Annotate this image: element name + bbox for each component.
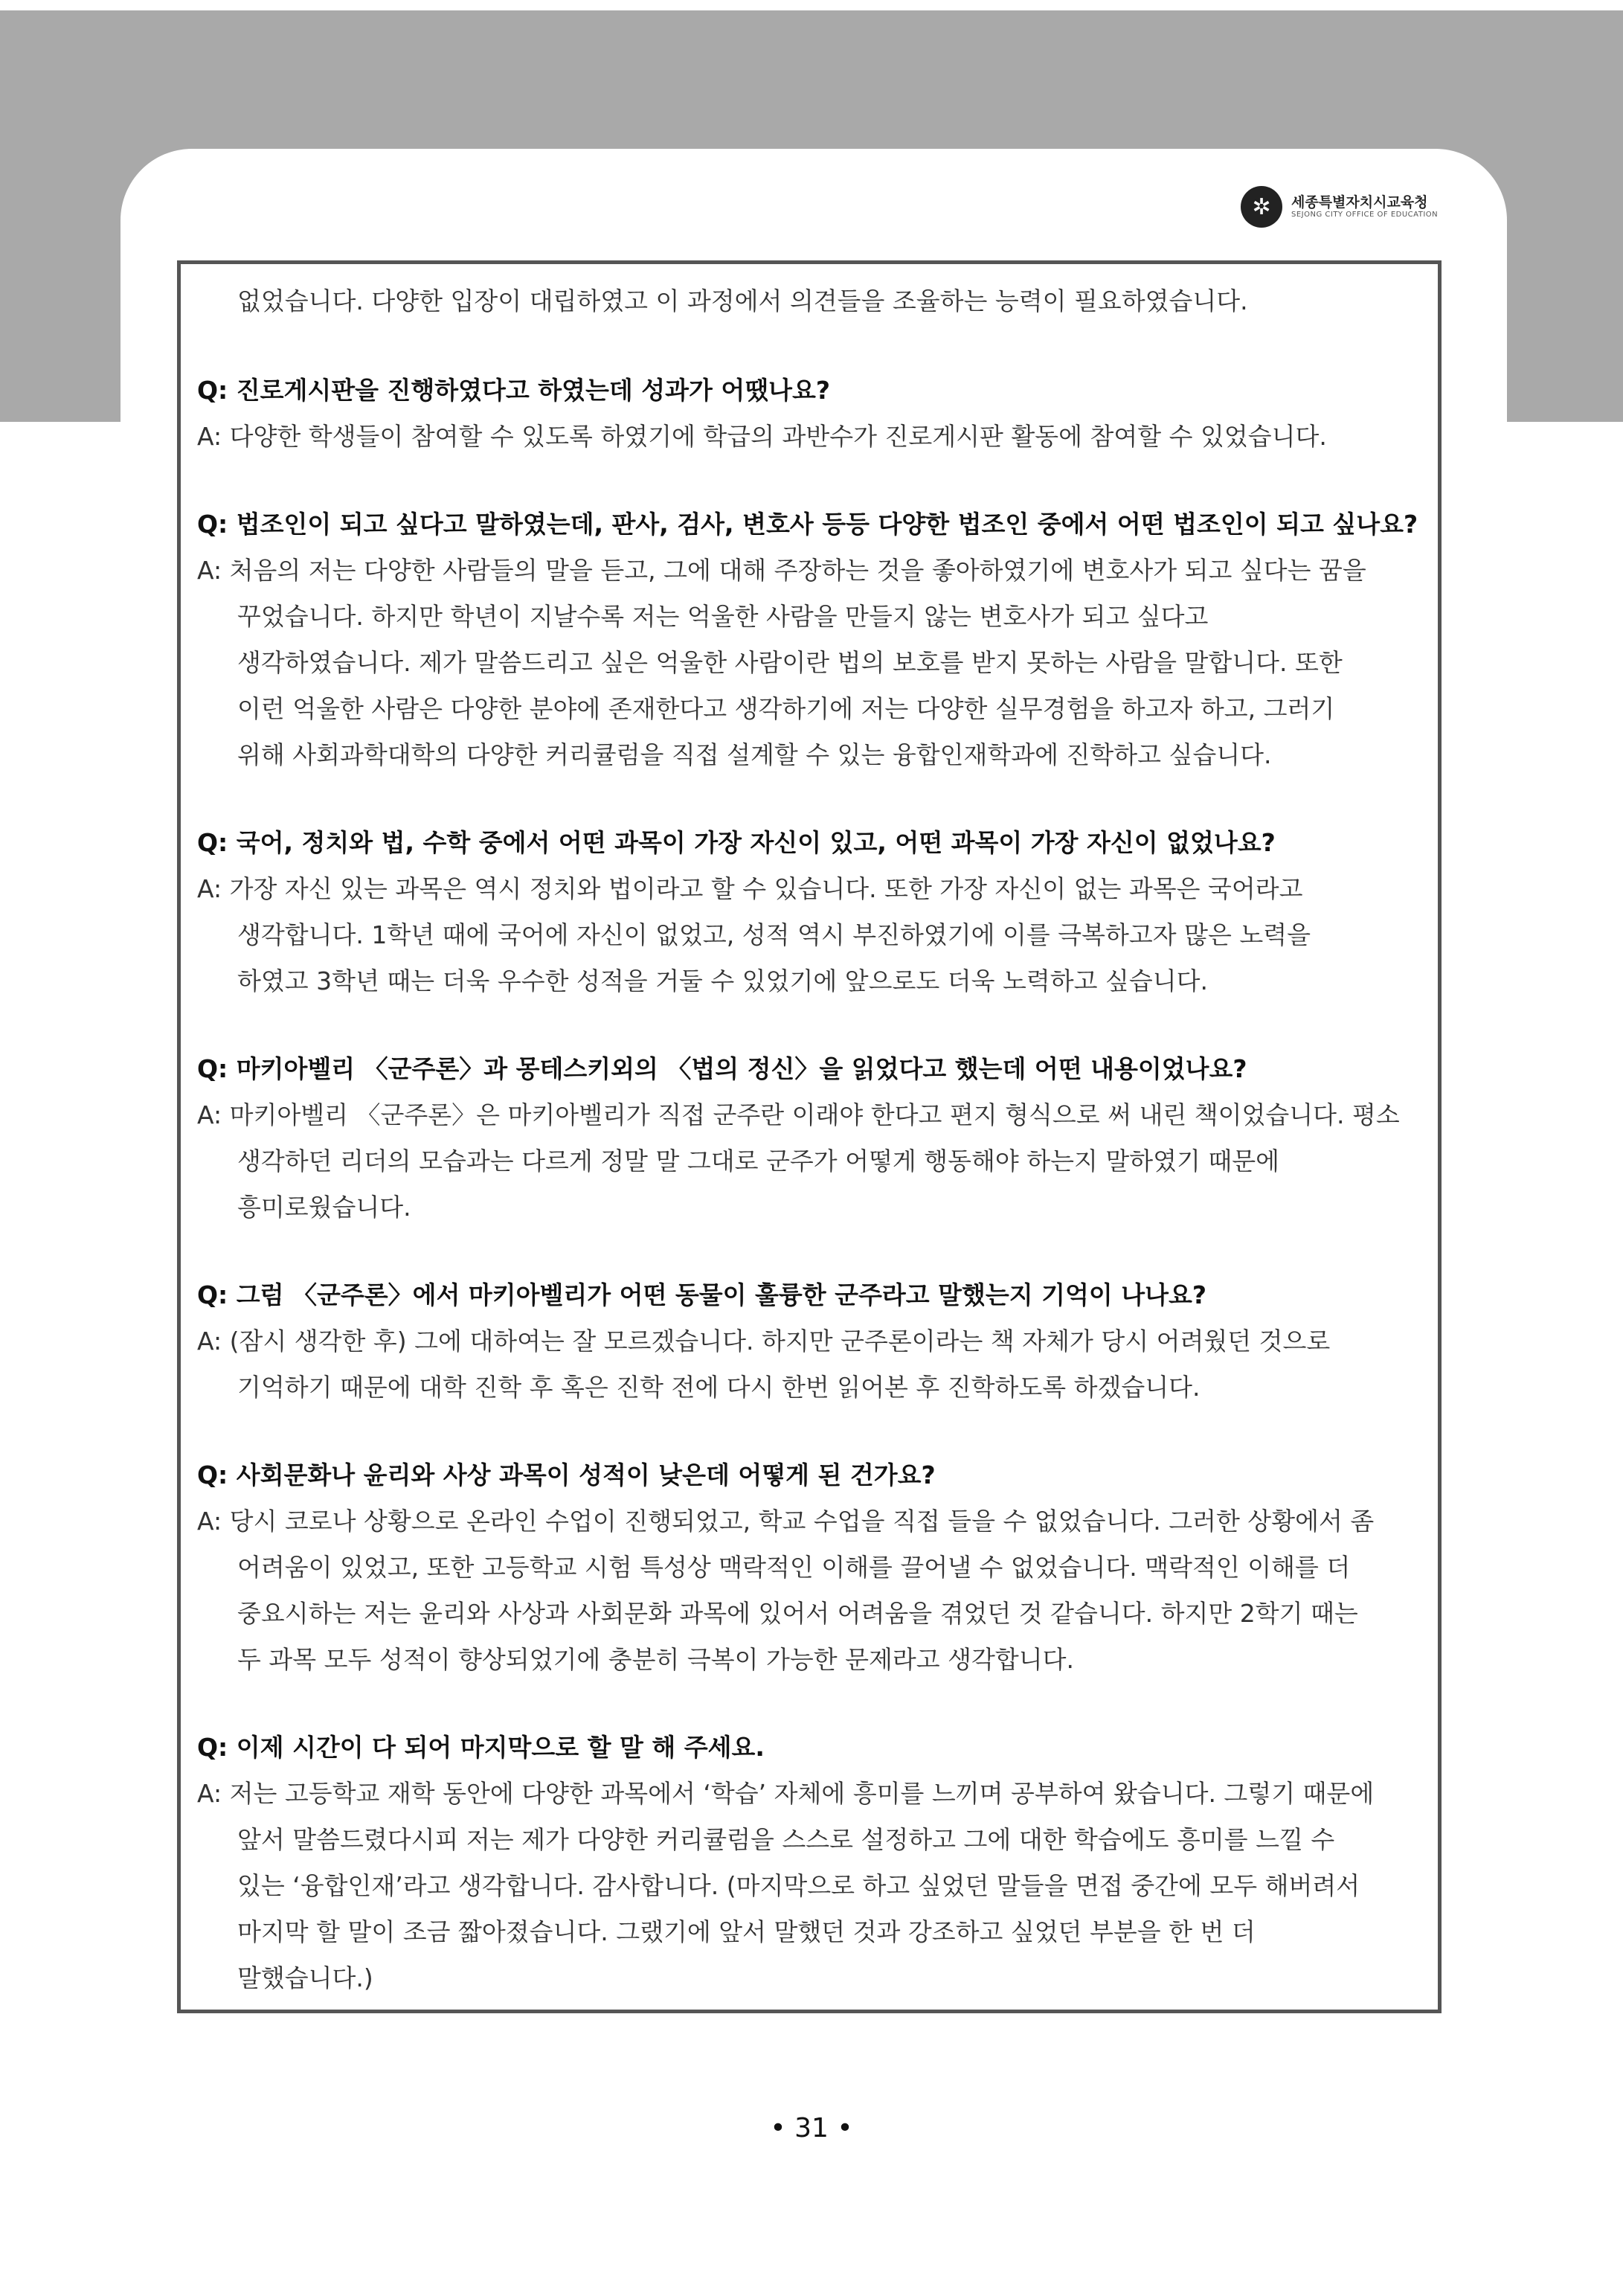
question-line: Q: 국어, 정치와 법, 수학 중에서 어떤 과목이 가장 자신이 있고, 어떤 과목이 가장 자신이 없었나요? (197, 828, 1276, 857)
continuation-line: 하였고 3학년 때는 더욱 우수한 성적을 거둘 수 있었기에 앞으로도 더욱 노력하고 싶습니다. (237, 966, 1208, 995)
question-line: Q: 그럼 〈군주론〉에서 마키아벨리가 어떤 동물이 훌륭한 군주라고 말했는지 기억이 나나요? (197, 1280, 1207, 1309)
continuation-line: 꾸었습니다. 하지만 학년이 지날수록 저는 억울한 사람을 만들지 않는 변호사가 되고 싶다고 (237, 602, 1209, 631)
continuation-line: 없었습니다. 다양한 입장이 대립하였고 이 과정에서 의견들을 조율하는 능력이 필요하였습니다. (237, 286, 1248, 315)
question-line: Q: 이제 시간이 다 되어 마지막으로 할 말 해 주세요. (197, 1733, 765, 1762)
continuation-line: 두 과목 모두 성적이 향상되었기에 충분히 극복이 가능한 문제라고 생각합니다. (237, 1645, 1074, 1674)
answer-line: A: 저는 고등학교 재학 동안에 다양한 과목에서 ‘학습’ 자체에 흥미를 느끼며 공부하여 왔습니다. 그렇기 때문에 (197, 1779, 1375, 1808)
top-edge (0, 0, 1623, 10)
question-line: Q: 진로게시판을 진행하였다고 하였는데 성과가 어땠나요? (197, 376, 831, 405)
answer-line: A: 가장 자신 있는 과목은 역시 정치와 법이라고 할 수 있습니다. 또한 가장 자신이 없는 과목은 국어라고 (197, 874, 1303, 903)
answer-line: A: (잠시 생각한 후) 그에 대하여는 잘 모르겠습니다. 하지만 군주론이라는 책 자체가 당시 어려웠던 것으로 (197, 1327, 1331, 1356)
continuation-line: 말했습니다.) (237, 1963, 373, 1992)
continuation-line: 생각하였습니다. 제가 말씀드리고 싶은 억울한 사람이란 법의 보호를 받지 못하는 사람을 말합니다. 또한 (237, 648, 1343, 677)
continuation-line: 위해 사회과학대학의 다양한 커리큘럼을 직접 설계할 수 있는 융합인재학과에 진학하고 싶습니다. (237, 740, 1272, 769)
answer-line: A: 처음의 저는 다양한 사람들의 말을 듣고, 그에 대해 주장하는 것을 좋아하였기에 변호사가 되고 싶다는 꿈을 (197, 556, 1366, 585)
continuation-line: 어려움이 있었고, 또한 고등학교 시험 특성상 맥락적인 이해를 끌어낼 수 없었습니다. 맥락적인 이해를 더 (237, 1553, 1351, 1582)
continuation-line: 이런 억울한 사람은 다양한 분야에 존재한다고 생각하기에 저는 다양한 실무경험을 하고자 하고, 그러기 (237, 694, 1335, 723)
sejong-emblem-icon: ✲ (1241, 186, 1282, 228)
continuation-line: 앞서 말씀드렸다시피 저는 제가 다양한 커리큘럼을 스스로 설정하고 그에 대한 학습에도 흥미를 느낄 수 (237, 1825, 1335, 1854)
page-number: • 31 • (770, 2113, 853, 2143)
continuation-line: 생각하던 리더의 모습과는 다르게 정말 말 그대로 군주가 어떻게 행동해야 하는지 말하였기 때문에 (237, 1147, 1279, 1176)
question-line: Q: 마키아벨리 〈군주론〉과 몽테스키외의 〈법의 정신〉을 읽었다고 했는데 어떤 내용이었나요? (197, 1054, 1247, 1083)
org-logo (1241, 185, 1438, 229)
right-stripe (1507, 405, 1623, 422)
interview-qa-box (177, 260, 1442, 2013)
question-line: Q: 법조인이 되고 싶다고 말하였는데, 판사, 검사, 변호사 등등 다양한 법조인 중에서 어떤 법조인이 되고 싶나요? (197, 510, 1418, 539)
continuation-line: 있는 ‘융합인재’라고 생각합니다. 감사합니다. (마지막으로 하고 싶었던 말들을 면접 중간에 모두 해버려서 (237, 1871, 1360, 1900)
continuation-line: 흥미로웠습니다. (237, 1193, 411, 1222)
logo-english-name: SEJONG CITY OFFICE OF EDUCATION (1291, 210, 1439, 219)
answer-line: A: 당시 코로나 상황으로 온라인 수업이 진행되었고, 학교 수업을 직접 들을 수 없었습니다. 그러한 상황에서 좀 (197, 1507, 1375, 1536)
answer-line: A: 마키아벨리 〈군주론〉은 마키아벨리가 직접 군주란 이래야 한다고 편지 형식으로 써 내린 책이었습니다. 평소 (197, 1100, 1400, 1129)
question-line: Q: 사회문화나 윤리와 사상 과목이 성적이 낮은데 어떻게 된 건가요? (197, 1460, 936, 1489)
continuation-line: 마지막 할 말이 조금 짧아졌습니다. 그랬기에 앞서 말했던 것과 강조하고 싶었던 부분을 한 번 더 (237, 1917, 1256, 1946)
logo-korean-name: 세종특별자치시교육청 (1291, 194, 1428, 211)
continuation-line: 기억하기 때문에 대학 진학 후 혹은 진학 전에 다시 한번 읽어본 후 진학하도록 하겠습니다. (237, 1373, 1201, 1402)
continuation-line: 생각합니다. 1학년 때에 국어에 자신이 없었고, 성적 역시 부진하였기에 이를 극복하고자 많은 노력을 (237, 920, 1311, 949)
continuation-line: 중요시하는 저는 윤리와 사상과 사회문화 과목에 있어서 어려움을 겪었던 것 같습니다. 하지만 2학기 때는 (237, 1599, 1358, 1628)
answer-line: A: 다양한 학생들이 참여할 수 있도록 하였기에 학급의 과반수가 진로게시판 활동에 참여할 수 있었습니다. (197, 422, 1327, 451)
left-stripe (0, 405, 120, 422)
